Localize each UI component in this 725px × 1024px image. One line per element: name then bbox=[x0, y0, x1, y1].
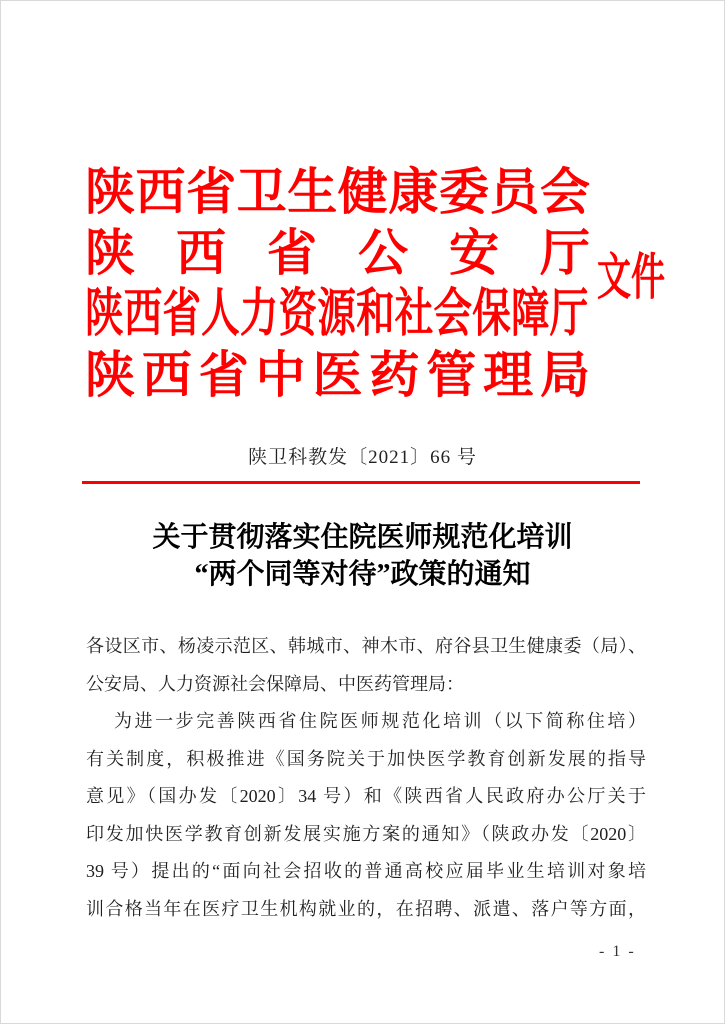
document-reference-number: 陕卫科教发〔2021〕66 号 bbox=[248, 447, 477, 468]
document-body bbox=[86, 628, 646, 928]
agency-name-human-resources-text: 陕西省人力资源和社会保障厅 bbox=[85, 286, 589, 343]
document-title bbox=[1, 519, 724, 593]
document-title-line-2: “两个同等对待”政策的通知 bbox=[194, 559, 531, 590]
page-number: - 1 - bbox=[599, 943, 636, 960]
body-line: 公安局、人力资源社会保障局、中医药管理局： bbox=[86, 673, 464, 694]
letterhead-document-suffix: 文件 bbox=[597, 249, 665, 305]
agency-name-health-commission: 陕西省卫生健康委员会 bbox=[85, 164, 590, 220]
agency-name-human-resources bbox=[85, 284, 590, 345]
body-line: 39 号）提出的“面向社会招收的普通高校应届毕业生培训对象培 bbox=[86, 861, 646, 881]
red-divider-line bbox=[82, 481, 640, 484]
body-line: 各设区市、杨凌示范区、韩城市、神木市、府谷县卫生健康委（局）、 bbox=[86, 636, 646, 656]
document-title-line-1: 关于贯彻落实住院医师规范化培训 bbox=[152, 522, 573, 553]
body-line: 为进一步完善陕西省住院医师规范化培训（以下简称住培） bbox=[114, 711, 646, 731]
body-line: 意见》（国办发〔2020〕34 号）和《陕西省人民政府办公厅关于 bbox=[86, 786, 646, 806]
letterhead-agencies bbox=[85, 162, 590, 406]
body-line: 印发加快医学教育创新发展实施方案的通知》（陕政办发〔2020〕 bbox=[86, 823, 646, 844]
agency-name-tcm-administration: 陕西省中医药管理局 bbox=[85, 347, 590, 403]
body-line: 有关制度，积极推进《国务院关于加快医学教育创新发展的指导 bbox=[86, 748, 646, 769]
body-line: 训合格当年在医疗卫生机构就业的，在招聘、派遣、落户等方面， bbox=[86, 898, 646, 919]
agency-name-public-security: 陕西省公安厅 bbox=[85, 225, 590, 281]
